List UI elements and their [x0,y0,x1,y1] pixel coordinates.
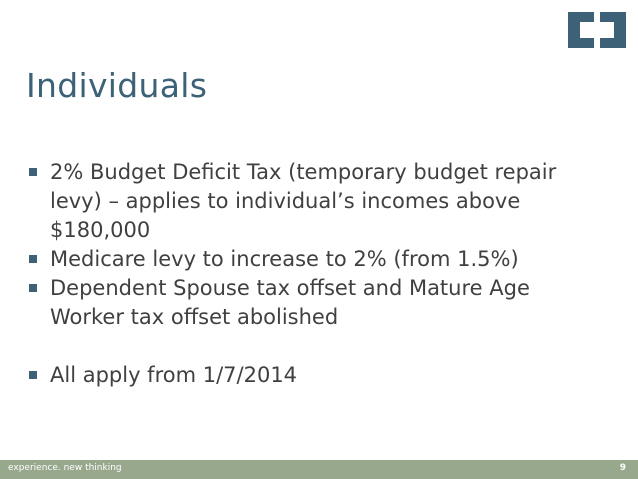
footer-bar [0,460,638,479]
bullet-item [28,274,608,332]
square-bullet-icon [29,255,37,263]
bullet-item [28,361,608,390]
bullet-item [28,158,608,245]
square-bullet-icon [29,168,37,176]
bullet-text: All apply from 1/7/2014 [50,363,298,387]
bullet-text: 2% Budget Deficit Tax (temporary budget repair levy) – applies to individual’s incomes above $180,000 [50,160,557,242]
square-bullet-icon [29,284,37,292]
bullet-item [28,245,608,274]
bullet-list [28,158,608,390]
slide-title: Individuals [26,66,208,105]
company-logo [566,10,628,50]
square-bullet-icon [29,371,37,379]
footer-tagline: experience. new thinking [8,463,122,473]
page-number: 9 [619,463,626,473]
bullet-text: Dependent Spouse tax offset and Mature Age Worker tax offset abolished [50,276,530,329]
bullet-text: Medicare levy to increase to 2% (from 1.5%) [50,247,519,271]
